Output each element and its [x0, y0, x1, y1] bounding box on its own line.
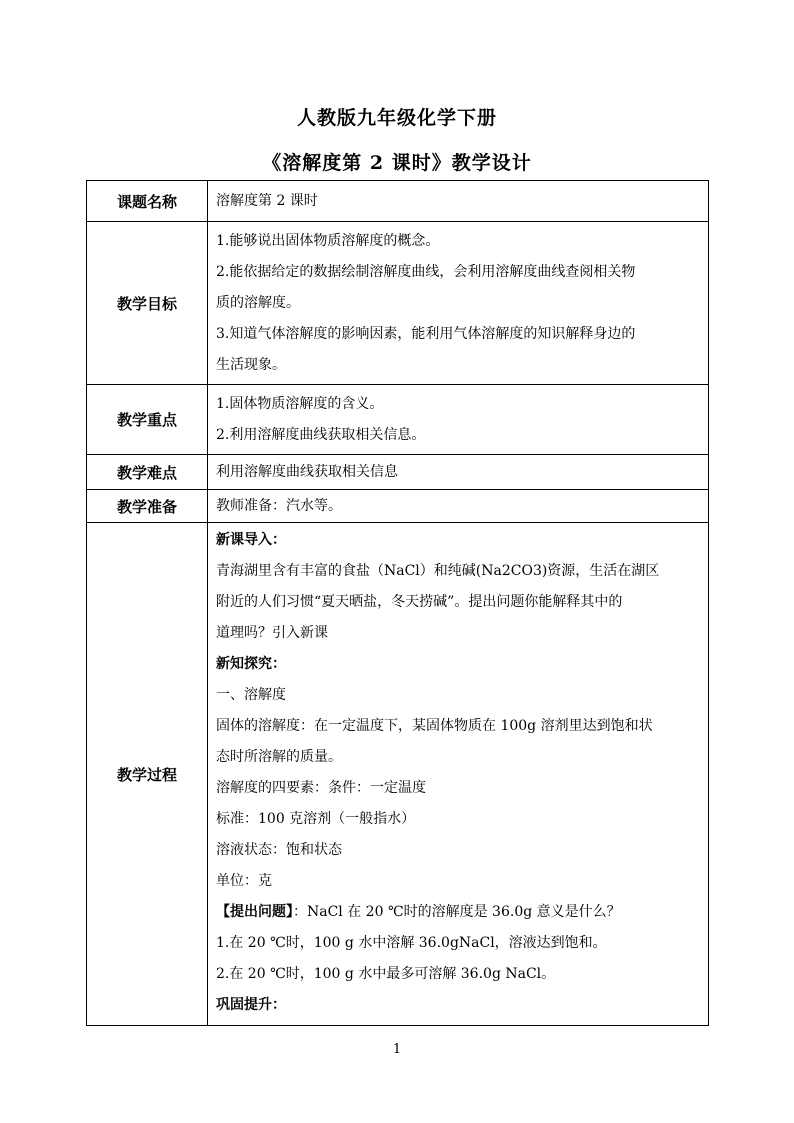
- document-subtitle: 《溶解度第 2 课时》教学设计: [262, 152, 532, 174]
- lesson-plan-table: [86, 180, 709, 1026]
- prep-text: 教师准备：汽水等。: [216, 497, 342, 514]
- goal-line: 2.能依据给定的数据绘制溶解度曲线，会利用溶解度曲线查阅相关物: [216, 264, 636, 280]
- table-row: [87, 385, 709, 455]
- goal-line: 生活现象。: [216, 357, 286, 373]
- page-number: 1: [392, 1042, 402, 1057]
- goal-line: 1.能够说出固体物质溶解度的概念。: [216, 233, 440, 249]
- process-line: 固体的溶解度：在一定温度下，某固体物质在 100g 溶剂里达到饱和状: [216, 718, 653, 734]
- question-line: [216, 897, 700, 928]
- document-title: 人教版九年级化学下册: [296, 107, 497, 129]
- process-line: 道理吗？引入新课: [216, 625, 328, 641]
- section-heading: 新课导入：: [216, 532, 286, 548]
- goal-line: 3.知道气体溶解度的影响因素，能利用气体溶解度的知识解释身边的: [216, 326, 636, 342]
- row-label-key: 教学重点: [87, 385, 208, 455]
- row-content-prep: [208, 490, 709, 523]
- key-line: 2.利用溶解度曲线获取相关信息。: [216, 427, 426, 443]
- goal-line: 质的溶解度。: [216, 295, 300, 311]
- process-line: 溶解度的四要素：条件：一定温度: [216, 780, 426, 796]
- table-row: [87, 181, 709, 222]
- process-line: 2.在 20 ℃时，100 g 水中最多可溶解 36.0g NaCl。: [216, 966, 556, 982]
- topic-text: 溶解度第 2 课时: [216, 193, 318, 209]
- row-content-key: [208, 385, 709, 455]
- table-row: [87, 490, 709, 523]
- row-label-difficulty: 教学难点: [87, 455, 208, 490]
- table-row: [87, 523, 709, 1026]
- process-line: 1.在 20 ℃时，100 g 水中溶解 36.0gNaCl，溶液达到饱和。: [216, 935, 607, 951]
- table-row: [87, 222, 709, 385]
- difficulty-text: 利用溶解度曲线获取相关信息: [216, 463, 398, 480]
- row-content-process: [208, 523, 709, 1026]
- process-line: 标准：100 克溶剂（一般指水）: [216, 811, 416, 827]
- row-content-topic: [208, 181, 709, 222]
- process-line: 青海湖里含有丰富的食盐（NaCl）和纯碱(Na2CO3)资源，生活在湖区: [216, 563, 660, 579]
- row-content-goals: [208, 222, 709, 385]
- row-label-goals: 教学目标: [87, 222, 208, 385]
- row-label-prep: 教学准备: [87, 490, 208, 523]
- table-row: [87, 455, 709, 490]
- row-content-difficulty: [208, 455, 709, 490]
- row-label-process: 教学过程: [87, 523, 208, 1026]
- section-heading: 巩固提升：: [216, 997, 286, 1013]
- process-line: 一、溶解度: [216, 687, 286, 703]
- key-line: 1.固体物质溶解度的含义。: [216, 396, 384, 412]
- process-line: 溶液状态：饱和状态: [216, 842, 342, 858]
- process-line: 附近的人们习惯“夏天晒盐，冬天捞碱”。提出问题你能解释其中的: [216, 594, 623, 610]
- row-label-topic: 课题名称: [87, 181, 208, 222]
- section-heading: 新知探究：: [216, 656, 286, 672]
- question-tag: 【提出问题】: [216, 904, 293, 920]
- question-text: ：NaCl 在 20 ℃时的溶解度是 36.0g 意义是什么？: [293, 904, 621, 920]
- process-line: 单位：克: [216, 873, 272, 889]
- process-line: 态时所溶解的质量。: [216, 749, 342, 765]
